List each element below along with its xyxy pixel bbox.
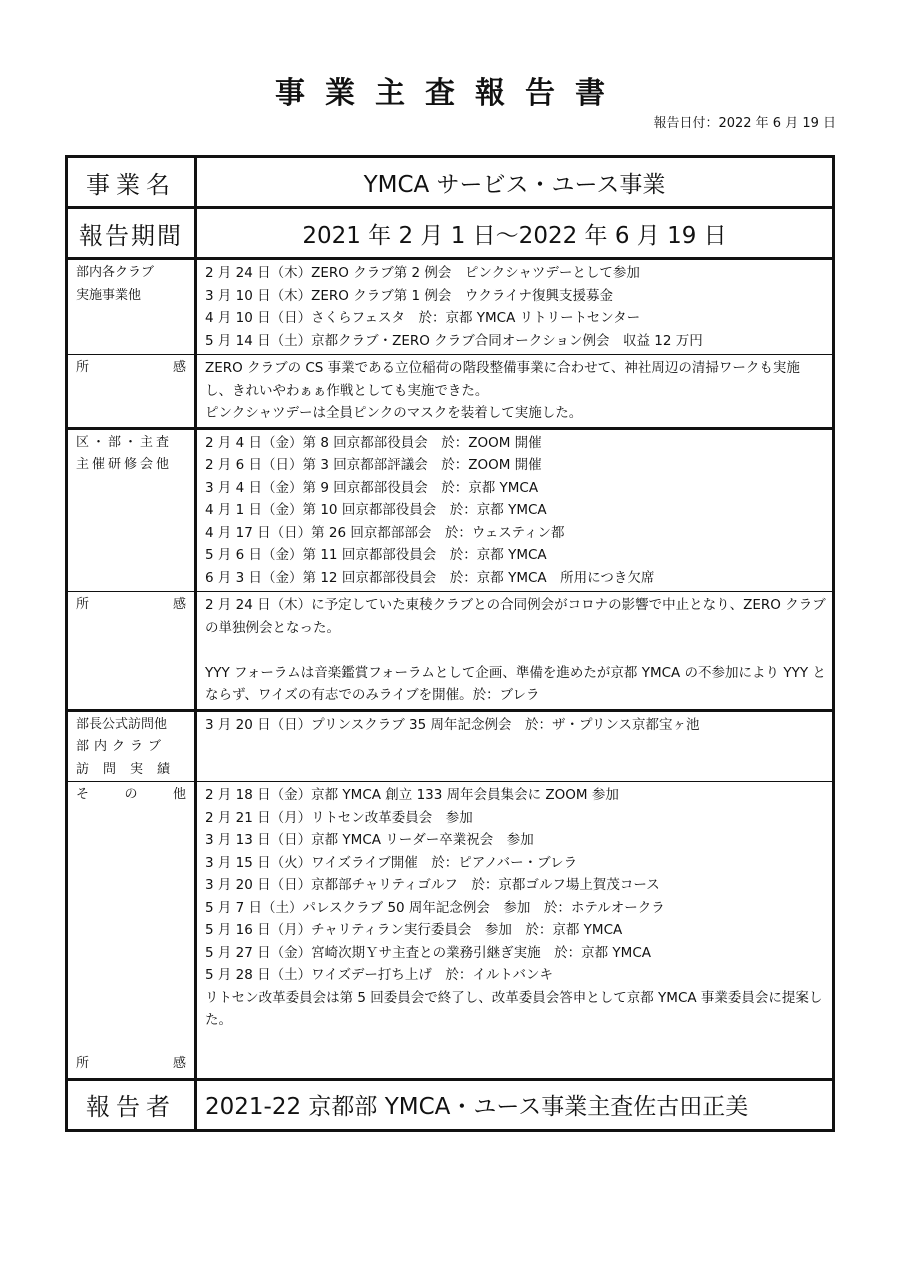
impression-2-label: [67, 592, 196, 711]
club-events-label-line-2: 実施事業他: [76, 287, 142, 303]
club-events-list: [196, 259, 834, 355]
list-item: 4 月 17 日（日）第 26 回京都部部会 於：ウェスティン都: [205, 524, 565, 541]
blank-line: [205, 639, 826, 662]
paragraph: リトセン改革委員会は第 5 回委員会で終了し、改革委員会答申として京都 YMCA 事業委員会に提案した。: [205, 989, 823, 1028]
club-events-label-line-1: 部内各クラブ: [76, 265, 155, 280]
list-item: 3 月 10 日（木）ZERO クラブ第 1 例会 ウクライナ復興支援募金: [205, 287, 613, 304]
list-item: 4 月 10 日（日）さくらフェスタ 於：京都 YMCA リトリートセンター: [205, 310, 641, 326]
impression-label-char: 所: [76, 597, 90, 612]
other-label-char: の: [124, 787, 138, 802]
impression-label-char: 感: [172, 360, 186, 375]
paragraph: ピンクシャツデーは全員ピンクのマスクを装着して実施した。: [205, 405, 583, 421]
list-item: 2 月 4 日（金）第 8 回京都部役員会 於：ZOOM 開催: [205, 434, 542, 451]
official-visits-label-line-1: 部長公式訪問他: [76, 716, 168, 732]
row-club-events: [67, 259, 834, 355]
row-reporter: [67, 1079, 834, 1130]
impression-label-char: 感: [172, 1056, 186, 1071]
official-visits-list: [196, 710, 834, 782]
district-events-label-line-2: 主催研修会他: [76, 457, 173, 472]
row-official-visits: [67, 710, 834, 782]
report-date: 報告日付：2022 年 6 月 19 日: [653, 116, 836, 131]
reporter-value: 2021-22 京都部 YMCA・ユース事業主査佐古田正美: [196, 1079, 834, 1130]
reporter-label: 報告者: [67, 1079, 196, 1130]
business-name-label: 事業名: [67, 157, 196, 208]
list-item: 4 月 1 日（金）第 10 回京都部役員会 於：京都 YMCA: [205, 502, 547, 518]
row-district-events: [67, 428, 834, 592]
impression-label-char: 感: [172, 597, 186, 612]
list-item: 2 月 6 日（日）第 3 回京都部評議会 於：ZOOM 開催: [205, 457, 542, 473]
list-item: 6 月 3 日（金）第 12 回京都部役員会 於：京都 YMCA 所用につき欠席: [205, 569, 655, 586]
list-item: 5 月 14 日（土）京都クラブ・ZERO クラブ合同オークション例会 収益 12 万円: [205, 332, 703, 349]
document-title: 事業主査報告書: [275, 76, 625, 111]
list-item: 5 月 28 日（土）ワイズデー打ち上げ 於：イルトバンキ: [205, 967, 554, 983]
district-events-list: [196, 428, 834, 592]
list-item: 2 月 24 日（木）ZERO クラブ第 2 例会 ピンクシャツデーとして参加: [205, 265, 640, 281]
list-item: 3 月 4 日（金）第 9 回京都部役員会 於：京都 YMCA: [205, 479, 539, 496]
list-item: 2 月 18 日（金）京都 YMCA 創立 133 周年会員集会に ZOOM 参加: [205, 787, 619, 803]
row-period: [67, 208, 834, 259]
paragraph: YYY フォーラムは音楽鑑賞フォーラムとして企画、準備を進めたが京都 YMCA の不参加により YYY とならず、ワイズの有志でのみライブを開催。於：ブレラ: [205, 664, 826, 703]
row-impression-1: [67, 355, 834, 429]
list-item: 5 月 16 日（月）チャリティラン実行委員会 参加 於：京都 YMCA: [205, 922, 623, 938]
official-visits-label: [67, 710, 196, 782]
other-label: [67, 782, 196, 1080]
paragraph: ZERO クラブの CS 事業である立位稲荷の階段整備事業に合わせて、神社周辺の清掃ワークも実施し、きれいやわぁぁ作戦としても実施できた。: [205, 360, 800, 399]
period-value: 2021 年 2 月 1 日～2022 年 6 月 19 日: [196, 208, 834, 259]
impression-label-char: 所: [76, 1056, 90, 1071]
club-events-label: [67, 259, 196, 355]
row-business-name: [67, 157, 834, 208]
list-item: 3 月 20 日（日）京都部チャリティゴルフ 於：京都ゴルフ場上賀茂コース: [205, 877, 660, 893]
list-item: 3 月 20 日（日）プリンスクラブ 35 周年記念例会 於：ザ・プリンス京都宝ヶ池: [205, 716, 700, 733]
list-item: 5 月 7 日（土）パレスクラブ 50 周年記念例会 参加 於：ホテルオークラ: [205, 899, 665, 916]
report-table: [65, 155, 835, 1132]
row-impression-2: [67, 592, 834, 711]
list-item: 3 月 13 日（日）京都 YMCA リーダー卒業祝会 参加: [205, 832, 534, 848]
list-item: 5 月 6 日（金）第 11 回京都部役員会 於：京都 YMCA: [205, 547, 547, 563]
other-label-char: そ: [76, 787, 90, 802]
official-visits-label-line-3: 訪問実績: [76, 761, 185, 777]
list-item: 3 月 15 日（火）ワイズライブ開催 於：ピアノバー・ブレラ: [205, 854, 578, 871]
list-item: 5 月 27 日（金）宮崎次期Ｙサ主査との業務引継ぎ実施 於：京都 YMCA: [205, 944, 651, 961]
impression-1-label: [67, 355, 196, 429]
other-list: [196, 782, 834, 1080]
business-name-value: YMCA サービス・ユース事業: [196, 157, 834, 208]
other-label-char: 他: [172, 787, 186, 802]
official-visits-label-line-2: 部内クラブ: [76, 739, 167, 754]
paragraph: 2 月 24 日（木）に予定していた東稜クラブとの合同例会がコロナの影響で中止となり、ZERO クラブの単独例会となった。: [205, 597, 826, 636]
impression-1-text: [196, 355, 834, 429]
district-events-label: [67, 428, 196, 592]
impression-label-char: 所: [76, 360, 90, 375]
district-events-label-line-1: 区・部・主査: [76, 434, 173, 450]
period-label: 報告期間: [67, 208, 196, 259]
list-item: 2 月 21 日（月）リトセン改革委員会 参加: [205, 809, 473, 826]
impression-2-text: [196, 592, 834, 711]
row-other: [67, 782, 834, 1080]
